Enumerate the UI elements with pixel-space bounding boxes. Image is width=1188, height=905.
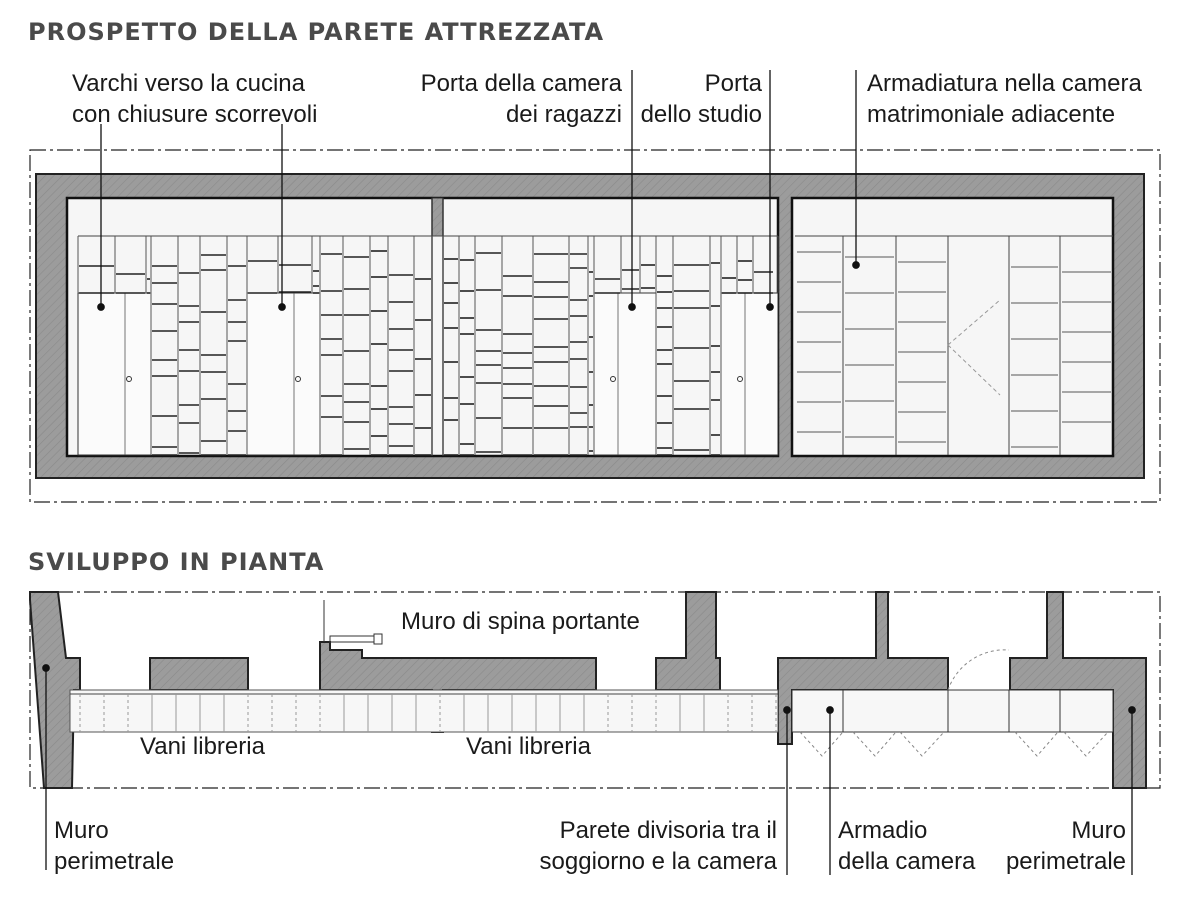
label-room-wardrobe: Armadio della camera bbox=[838, 817, 976, 875]
kids-room-door bbox=[594, 293, 656, 455]
plan-heading: SVILUPPO IN PIANTA bbox=[28, 548, 325, 576]
label-study-door: Porta dello studio bbox=[640, 70, 762, 128]
wall-pier-study bbox=[656, 592, 720, 690]
label-perimeter-wall-left: Muro perimetrale bbox=[54, 817, 175, 875]
elevation-drawing bbox=[30, 70, 1160, 502]
label-perimeter-wall-right: Muro perimetrale bbox=[1005, 817, 1126, 875]
plan-drawing bbox=[30, 592, 1160, 875]
plan-bookcase bbox=[70, 690, 778, 732]
label-spine-wall: Muro di spina portante bbox=[401, 608, 640, 635]
central-pier bbox=[432, 198, 443, 236]
label-bookcase-left: Vani libreria bbox=[140, 733, 265, 760]
label-partition-wall: Parete divisoria tra il soggiorno e la camera bbox=[539, 817, 777, 875]
label-kids-room-door: Porta della camera dei ragazzi bbox=[420, 70, 622, 128]
label-master-wardrobe: Armadiatura nella camera matrimoniale adiacente bbox=[867, 70, 1142, 128]
kitchen-door-1 bbox=[78, 293, 151, 455]
label-bookcase-right: Vani libreria bbox=[466, 733, 591, 760]
label-kitchen-openings: Varchi verso la cucina con chiusure scorrevoli bbox=[72, 70, 318, 128]
study-door bbox=[721, 293, 778, 455]
elevation-heading: PROSPETTO DELLA PARETE ATTREZZATA bbox=[28, 18, 605, 46]
kitchen-door-2 bbox=[247, 293, 320, 455]
wall-block-1 bbox=[150, 658, 248, 690]
elevation-niche-right bbox=[792, 198, 1113, 456]
